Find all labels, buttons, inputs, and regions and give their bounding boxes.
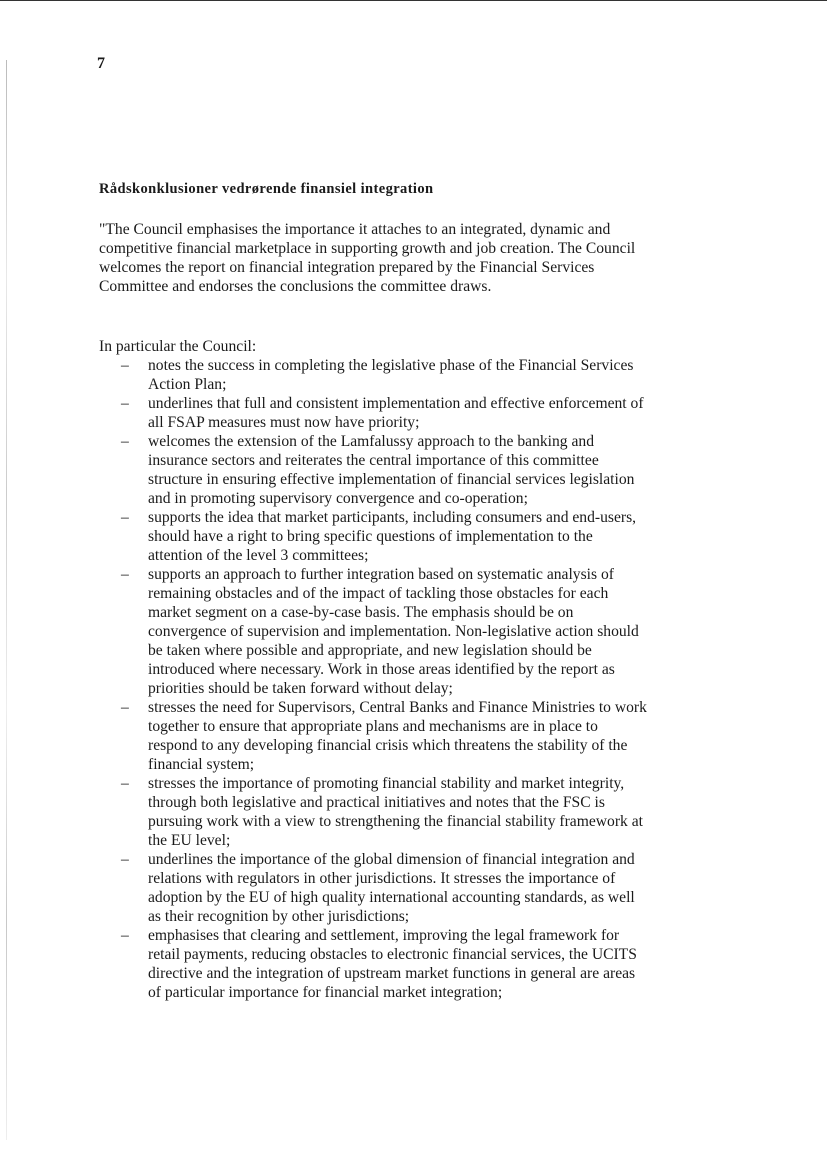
- list-item-text: emphasises that clearing and settlement, improving the legal framework for retail payments, reducing obstacles to electronic financial services, the UCITS directive and the integration of upstream market functions in general are areas of particular importance for financial market integration;: [148, 927, 637, 1001]
- dash-marker: –: [121, 851, 129, 868]
- list-item: [121, 356, 648, 394]
- page-number: 7: [97, 55, 105, 72]
- dash-marker: –: [121, 927, 129, 944]
- list-item: [121, 774, 648, 850]
- list-item-text: supports an approach to further integration based on systematic analysis of remaining obstacles and of the impact of tackling those obstacles for each market segment on a case-by-case basis. The emphasis should be on convergence of supervision and implementation. Non-legislative action should be taken where possible and appropriate, and new legislation should be introduced where necessary. Work in those areas identified by the report as priorities should be taken forward without delay;: [148, 566, 639, 697]
- top-rule: [0, 0, 827, 1]
- list-item: [121, 432, 648, 508]
- intro-paragraph: "The Council emphasises the importance it attaches to an integrated, dynamic and competitive financial marketplace in supporting growth and job creation. The Council welcomes the report on financial integration prepared by the Financial Services Committee and endorses the conclusions the committee draws.: [99, 221, 636, 295]
- list-item: [121, 565, 648, 698]
- section-heading: Rådskonklusioner vedrørende finansiel integration: [99, 181, 434, 197]
- list-item: [121, 926, 648, 1002]
- conclusions-list: [121, 356, 648, 1002]
- list-lead: In particular the Council:: [99, 338, 257, 355]
- list-item: [121, 394, 648, 432]
- scan-edge: [6, 60, 7, 1140]
- list-item: [121, 698, 648, 774]
- dash-marker: –: [121, 566, 129, 583]
- dash-marker: –: [121, 699, 129, 716]
- list-item-text: stresses the need for Supervisors, Central Banks and Finance Ministries to work together to ensure that appropriate plans and mechanisms are in place to respond to any developing financial crisis which threatens the stability of the financial system;: [148, 699, 647, 773]
- dash-marker: –: [121, 509, 129, 526]
- list-item: [121, 508, 648, 565]
- list-item-text: welcomes the extension of the Lamfalussy approach to the banking and insurance sectors and reiterates the central importance of this committee structure in ensuring effective implementation of financial services legislation and in promoting supervisory convergence and co-operation;: [148, 433, 635, 507]
- dash-marker: –: [121, 775, 129, 792]
- list-item-text: notes the success in completing the legislative phase of the Financial Services Action Plan;: [148, 357, 634, 393]
- dash-marker: –: [121, 357, 129, 374]
- list-item-text: underlines the importance of the global dimension of financial integration and relations with regulators in other jurisdictions. It stresses the importance of adoption by the EU of high quality international accounting standards, as well as their recognition by other jurisdictions;: [148, 851, 635, 925]
- dash-marker: –: [121, 395, 129, 412]
- list-item-text: supports the idea that market participants, including consumers and end-users, should have a right to bring specific questions of implementation to the attention of the level 3 committees;: [148, 509, 637, 564]
- list-item-text: stresses the importance of promoting financial stability and market integrity, through both legislative and practical initiatives and notes that the FSC is pursuing work with a view to strengthening the financial stability framework at the EU level;: [148, 775, 643, 849]
- list-item: [121, 850, 648, 926]
- list-item-text: underlines that full and consistent implementation and effective enforcement of all FSAP measures must now have priority;: [148, 395, 644, 431]
- dash-marker: –: [121, 433, 129, 450]
